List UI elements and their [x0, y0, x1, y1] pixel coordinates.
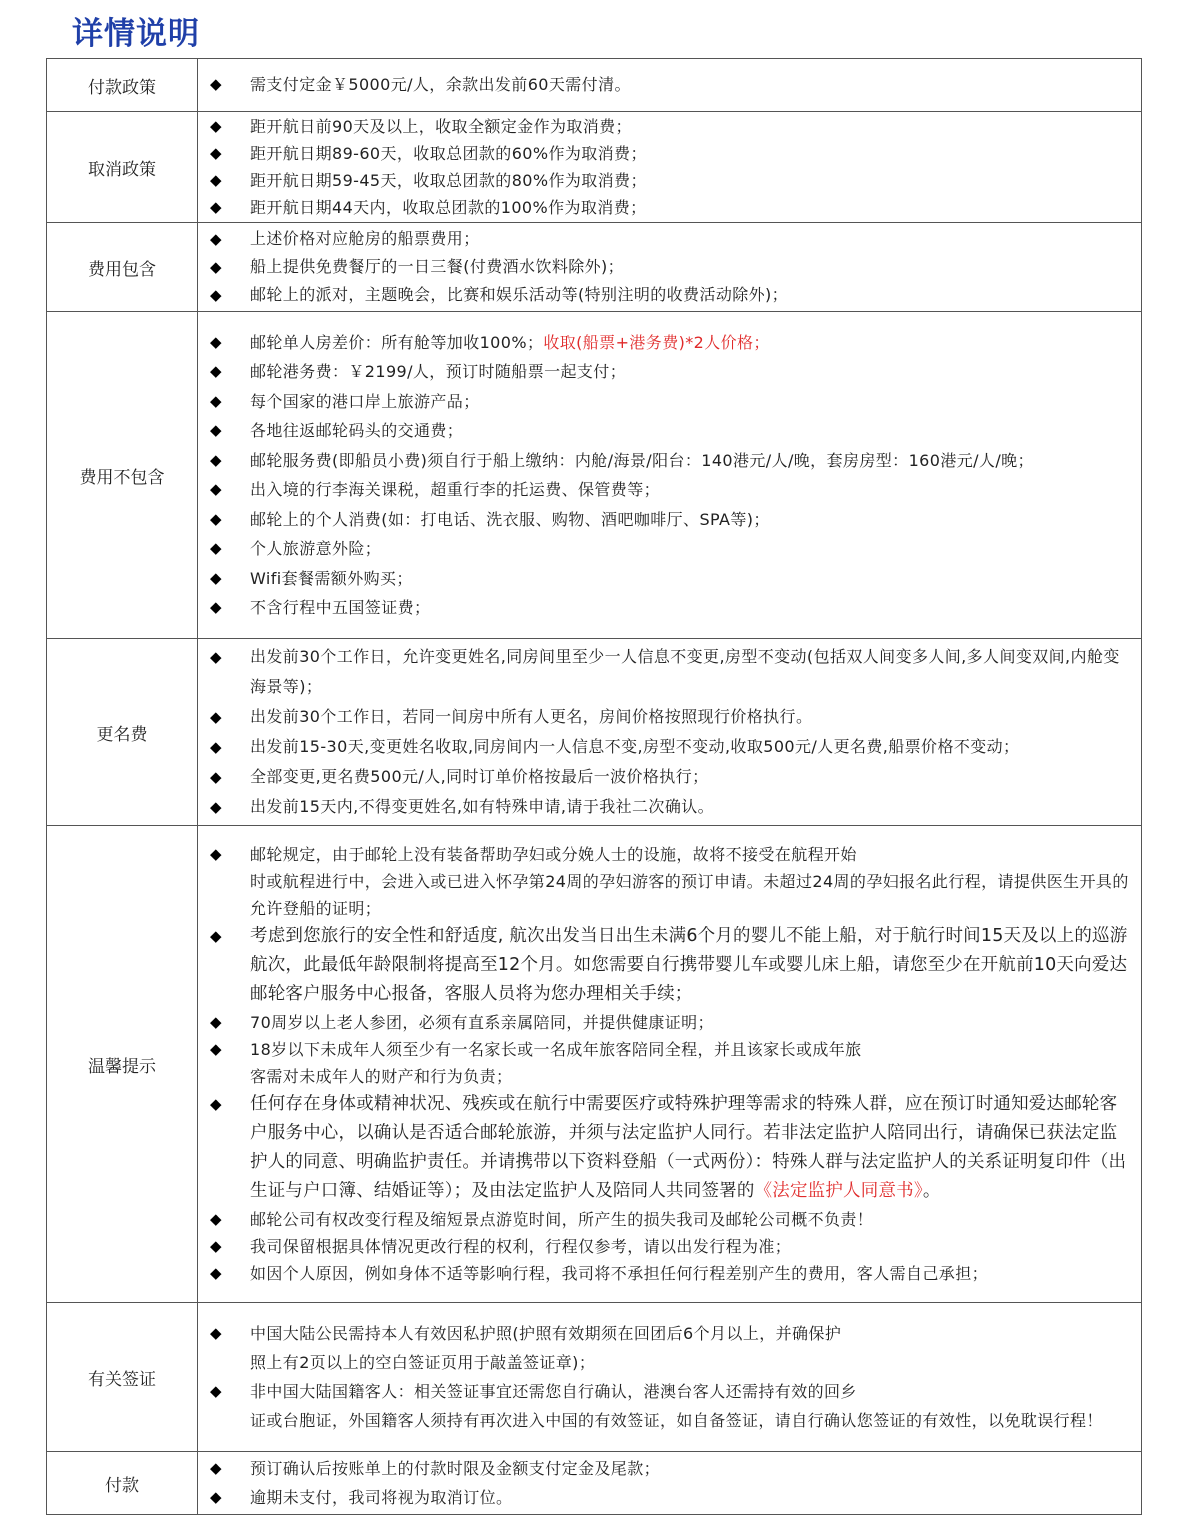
- diamond-bullet-icon: ◆: [210, 738, 222, 756]
- diamond-bullet-icon: ◆: [210, 598, 222, 616]
- row-cancel-policy: [47, 112, 1142, 223]
- excluded-list: [198, 328, 1133, 623]
- label-payment: 付款: [47, 1452, 198, 1515]
- diamond-bullet-icon: ◆: [210, 171, 222, 189]
- list-item: ◆ 距开航日前90天及以上，收取全额定金作为取消费；: [198, 113, 1133, 140]
- diamond-bullet-icon: ◆: [210, 1324, 222, 1342]
- list-item: ◆ 18岁以下未成年人须至少有一名家长或一名成年旅客陪同全程，并且该家长或成年旅 客需对未成年人的财产和行为负责；: [198, 1036, 1133, 1090]
- list-item: ◆ 需支付定金￥5000元/人，余款出发前60天需付清。: [198, 70, 1133, 100]
- row-payment: [47, 1452, 1142, 1515]
- list-item: ◆ 任何存在身体或精神状况、残疾或在航行中需要医疗或特殊护理等需求的特殊人群，应在预订时通知爱达邮轮客户服务中心，以确认是否适合邮轮旅游，并须与法定监护人同行。若非法定监护人陪同出行，请确保已获法定监护人的同意、明确监护责任。并请携带以下资料登船（一式两份）：特殊人群与法定监护人的关系证明复印件（出生证与户口簿、结婚证等）；及由法定监护人及陪同人共同签署的《法定监护人同意书》。: [198, 1090, 1133, 1206]
- tips-list: [198, 841, 1133, 1287]
- diamond-bullet-icon: ◆: [210, 1237, 222, 1255]
- list-item: ◆ 邮轮规定，由于邮轮上没有装备帮助孕妇或分娩人士的设施，故将不接受在航程开始 时或航程进行中，会进入或已进入怀孕第24周的孕妇游客的预订申请。未超过24周的孕妇报名此行程，请提供医生开具的允许登船的证明；: [198, 841, 1133, 922]
- diamond-bullet-icon: ◆: [210, 75, 222, 94]
- list-item: ◆ 全部变更,更名费500元/人,同时订单价格按最后一波价格执行；: [198, 762, 1133, 792]
- diamond-bullet-icon: ◆: [210, 509, 222, 528]
- label-excluded: 费用不包含: [47, 312, 198, 639]
- list-item: ◆ 邮轮上的派对，主题晚会，比赛和娱乐活动等(特别注明的收费活动除外)；: [198, 281, 1133, 309]
- row-payment-policy: [47, 59, 1142, 112]
- list-item: ◆ 邮轮港务费：￥2199/人，预订时随船票一起支付；: [198, 357, 1133, 387]
- diamond-bullet-icon: ◆: [210, 845, 222, 863]
- list-item: ◆ 出发前15-30天,变更姓名收取,同房间内一人信息不变,房型不变动,收取500元/人更名费,船票价格不变动；: [198, 732, 1133, 762]
- label-rename: 更名费: [47, 639, 198, 826]
- list-item: ◆ 考虑到您旅行的安全性和舒适度, 航次出发当日出生未满6个月的婴儿不能上船，对于航行时间15天及以上的巡游航次，此最低年龄限制将提高至12个月。如您需要自行携带婴儿车或婴儿床上船，请您至少在开航前10天向爱达邮轮客户服务中心报备，客服人员将为您办理相关手续；: [198, 922, 1133, 1009]
- row-rename: [47, 639, 1142, 826]
- list-item: ◆ 上述价格对应舱房的船票费用；: [198, 225, 1133, 253]
- list-item: ◆ Wifi套餐需额外购买；: [198, 564, 1133, 594]
- diamond-bullet-icon: ◆: [210, 1095, 222, 1113]
- diamond-bullet-icon: ◆: [210, 648, 222, 666]
- diamond-bullet-icon: ◆: [210, 286, 222, 304]
- cancel-policy-list: [198, 113, 1133, 221]
- label-cancel-policy: 取消政策: [47, 112, 198, 223]
- diamond-bullet-icon: ◆: [210, 258, 222, 276]
- diamond-bullet-icon: ◆: [210, 539, 222, 557]
- diamond-bullet-icon: ◆: [210, 450, 222, 469]
- diamond-bullet-icon: ◆: [210, 1210, 222, 1228]
- list-item: ◆ 出发前30个工作日，若同一间房中所有人更名，房间价格按照现行价格执行。: [198, 702, 1133, 732]
- row-included: [47, 223, 1142, 312]
- diamond-bullet-icon: ◆: [210, 421, 222, 439]
- diamond-bullet-icon: ◆: [210, 480, 222, 498]
- list-item: ◆ 预订确认后按账单上的付款时限及金额支付定金及尾款；: [198, 1454, 1133, 1484]
- row-excluded: [47, 312, 1142, 639]
- list-item: ◆ 出发前15天内,不得变更姓名,如有特殊申请,请于我社二次确认。: [198, 792, 1133, 822]
- diamond-bullet-icon: ◆: [210, 230, 222, 248]
- diamond-bullet-icon: ◆: [210, 1040, 222, 1058]
- list-item: ◆ 距开航日期89-60天，收取总团款的60%作为取消费；: [198, 140, 1133, 167]
- label-included: 费用包含: [47, 223, 198, 312]
- list-item: ◆ 出发前30个工作日，允许变更姓名,同房间里至少一人信息不变更,房型不变动(包括双人间变多人间,多人间变双间,内舱变海景等)；: [198, 642, 1133, 702]
- list-item: ◆ 逾期未支付，我司将视为取消订位。: [198, 1483, 1133, 1513]
- label-visa: 有关签证: [47, 1303, 198, 1452]
- list-item: ◆ 邮轮服务费(即船员小费)须自行于船上缴纳：内舱/海景/阳台：140港元/人/晚，套房房型：160港元/人/晚；: [198, 446, 1133, 476]
- diamond-bullet-icon: ◆: [210, 391, 222, 410]
- list-item: ◆ 70周岁以上老人参团，必须有直系亲属陪同，并提供健康证明；: [198, 1009, 1133, 1036]
- diamond-bullet-icon: ◆: [210, 798, 222, 816]
- list-item: ◆ 距开航日期44天内，收取总团款的100%作为取消费；: [198, 194, 1133, 221]
- payment-list: [198, 1454, 1133, 1513]
- diamond-bullet-icon: ◆: [210, 362, 222, 380]
- diamond-bullet-icon: ◆: [210, 568, 222, 587]
- list-item: ◆ 邮轮单人房差价：所有舱等加收100%；收取(船票+港务费)*2人价格；: [198, 328, 1133, 358]
- diamond-bullet-icon: ◆: [210, 768, 222, 786]
- highlight-text: 收取(船票+港务费)*2人价格；: [543, 332, 770, 352]
- diamond-bullet-icon: ◆: [210, 708, 222, 726]
- list-item: ◆ 中国大陆公民需持本人有效因私护照(护照有效期须在回团后6个月以上，并确保护 照上有2页以上的空白签证页用于敲盖签证章)；: [198, 1319, 1133, 1377]
- diamond-bullet-icon: ◆: [210, 1382, 222, 1400]
- included-list: [198, 225, 1133, 309]
- list-item: ◆ 邮轮上的个人消费(如：打电话、洗衣服、购物、酒吧咖啡厅、SPA等)；: [198, 505, 1133, 535]
- highlight-text: 《法定监护人同意书》: [754, 1181, 923, 1201]
- diamond-bullet-icon: ◆: [210, 927, 222, 945]
- details-table: [46, 58, 1142, 1515]
- diamond-bullet-icon: ◆: [210, 198, 222, 216]
- list-item: ◆ 各地往返邮轮码头的交通费；: [198, 416, 1133, 446]
- list-item: ◆ 出入境的行李海关课税，超重行李的托运费、保管费等；: [198, 475, 1133, 505]
- row-visa: [47, 1303, 1142, 1452]
- diamond-bullet-icon: ◆: [210, 144, 222, 162]
- list-item: ◆ 我司保留根据具体情况更改行程的权利，行程仅参考，请以出发行程为准；: [198, 1233, 1133, 1260]
- list-item: ◆ 如因个人原因，例如身体不适等影响行程，我司将不承担任何行程差别产生的费用，客人需自己承担；: [198, 1260, 1133, 1287]
- diamond-bullet-icon: ◆: [210, 1458, 222, 1477]
- diamond-bullet-icon: ◆: [210, 1264, 222, 1282]
- list-item: ◆ 个人旅游意外险；: [198, 534, 1133, 564]
- list-item: ◆ 每个国家的港口岸上旅游产品；: [198, 387, 1133, 417]
- list-item: ◆ 非中国大陆国籍客人：相关签证事宜还需您自行确认，港澳台客人还需持有效的回乡 证或台胞证，外国籍客人须持有再次进入中国的有效签证，如自备签证，请自行确认您签证的有效性，以免耽误行程！: [198, 1377, 1133, 1435]
- payment-policy-list: [198, 70, 1133, 100]
- list-item: ◆ 距开航日期59-45天，收取总团款的80%作为取消费；: [198, 167, 1133, 194]
- label-payment-policy: 付款政策: [47, 59, 198, 112]
- label-tips: 温馨提示: [47, 826, 198, 1303]
- page-title: 详情说明: [72, 16, 200, 52]
- list-item: ◆ 邮轮公司有权改变行程及缩短景点游览时间，所产生的损失我司及邮轮公司概不负责！: [198, 1206, 1133, 1233]
- list-item: ◆ 不含行程中五国签证费；: [198, 593, 1133, 623]
- visa-list: [198, 1319, 1133, 1435]
- rename-list: [198, 642, 1133, 822]
- diamond-bullet-icon: ◆: [210, 1013, 222, 1031]
- list-item: ◆ 船上提供免费餐厅的一日三餐(付费酒水饮料除外)；: [198, 253, 1133, 281]
- diamond-bullet-icon: ◆: [210, 117, 222, 135]
- diamond-bullet-icon: ◆: [210, 1488, 222, 1506]
- diamond-bullet-icon: ◆: [210, 332, 222, 351]
- row-tips: [47, 826, 1142, 1303]
